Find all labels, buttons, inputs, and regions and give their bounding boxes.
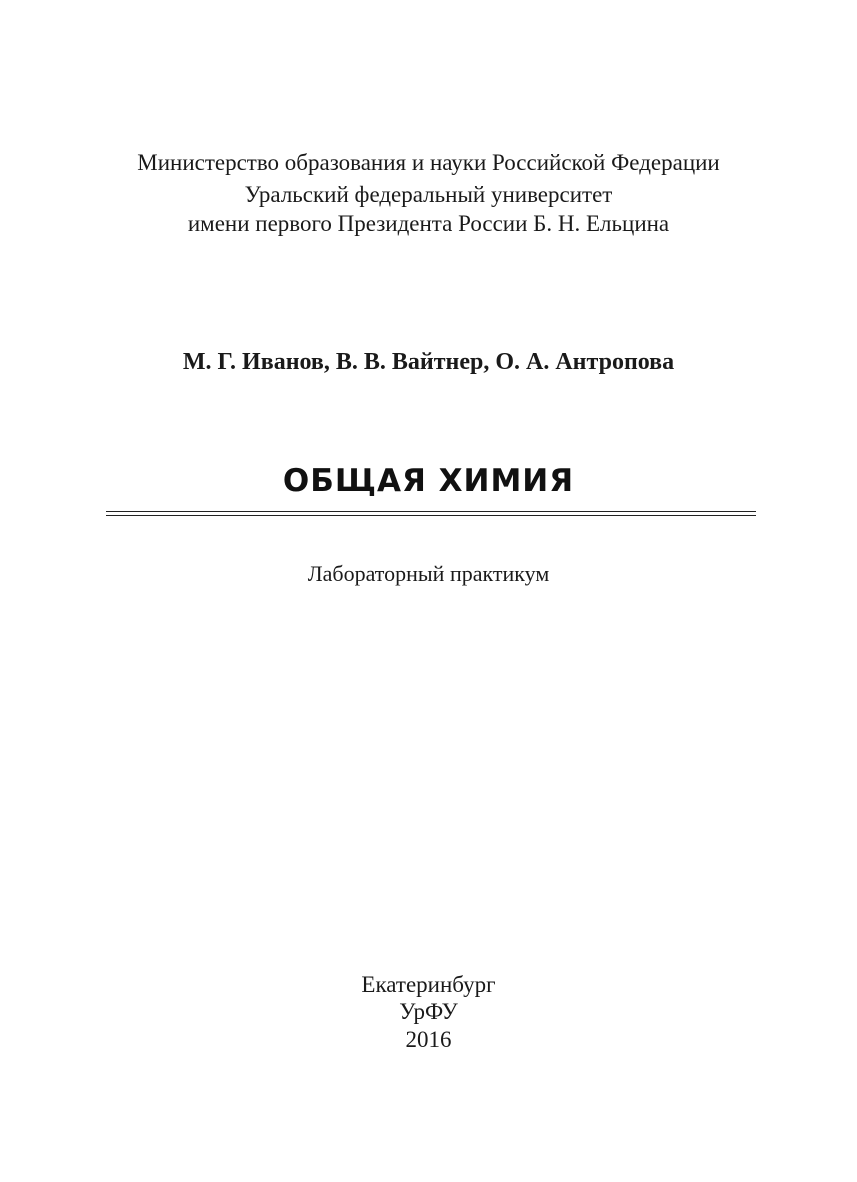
book-title: ОБЩАЯ ХИМИЯ: [282, 463, 575, 499]
university-name-line1: Уральский федеральный университет: [244, 182, 613, 207]
title-divider-top: [106, 511, 756, 512]
imprint-year: 2016: [405, 1027, 452, 1052]
book-subtitle: Лабораторный практикум: [307, 561, 550, 586]
authors: М. Г. Иванов, В. В. Вайтнер, О. А. Антропова: [182, 349, 675, 375]
title-divider-bottom: [106, 515, 756, 516]
university-name-line2: имени первого Президента России Б. Н. Ельцина: [187, 211, 670, 236]
imprint-city: Екатеринбург: [361, 972, 496, 997]
imprint-publisher: УрФУ: [399, 999, 458, 1024]
ministry-name: Министерство образования и науки Российской Федерации: [137, 150, 720, 175]
